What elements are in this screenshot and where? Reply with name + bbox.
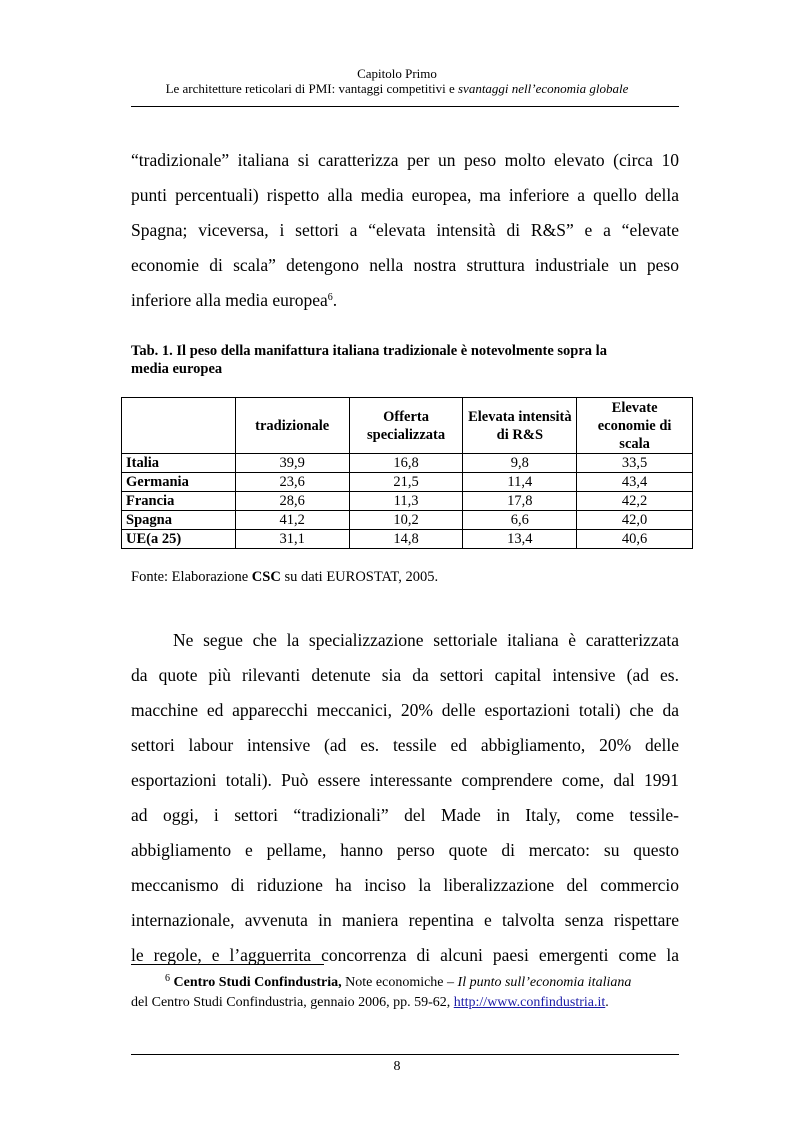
table-cell: 13,4 [463,530,577,549]
table-cell: 16,8 [349,454,463,473]
paragraph-2-line: ad oggi, i settori “tradizionali” del Made in Italy, come tessile- [131,805,679,825]
table-row [122,454,693,473]
header-rule [131,106,679,107]
table-header-offerta-specializzata: Offerta specializzata [349,398,463,454]
footnote-line-2 [131,993,679,1013]
table-row [122,530,693,549]
table-cell: 11,3 [349,492,463,511]
table-row [122,473,693,492]
paragraph-2-line: internazionale, avvenuta in maniera repentina e talvolta senza rispettare [131,910,679,930]
paragraph-2-line: settori labour intensive (ad es. tessile ed abbigliamento, 20% delle [131,735,679,755]
paragraph-1-line: Spagna; viceversa, i settori a “elevata intensità di R&S” e a “elevate [131,220,679,240]
page-number: 8 [393,1059,401,1074]
source-bold: CSC [251,569,281,585]
table-cell: 33,5 [577,454,693,473]
table-header-elevata-intensita: Elevata intensità di R&S [463,398,577,454]
table-header-corner [122,398,236,454]
paragraph-2-line: macchine ed apparecchi meccanici, 20% delle esportazioni totali) che da [131,700,679,720]
table-cell: 43,4 [577,473,693,492]
source-prefix: Fonte: Elaborazione [131,569,252,585]
table-cell: 40,6 [577,530,693,549]
footnote-text-2: del Centro Studi Confindustria, gennaio 2006, pp. 59-62, [131,995,454,1010]
table-cell-country: Francia [122,492,236,511]
table-caption [131,342,679,378]
paragraph-2-line: le regole, e l’agguerrita concorrenza di alcuni paesi emergenti come la [131,945,679,965]
table-row [122,511,693,530]
table-caption-line-2: media europea [131,361,223,377]
paragraph-2-line: abbigliamento e pellame, hanno perso quote di mercato: su questo [131,840,679,860]
table-cell-country: Italia [122,454,236,473]
paragraph-2-line: da quote più rilevanti detenute sia da settori capital intensive (ad es. [131,665,679,685]
table-cell: 42,0 [577,511,693,530]
table-cell: 10,2 [349,511,463,530]
table-header-row [122,398,693,454]
paragraph-1-last-text: inferiore alla media europea [131,290,328,310]
table-cell: 6,6 [463,511,577,530]
table-cell: 11,4 [463,473,577,492]
footnote-end: . [605,995,609,1010]
table-header-tradizionale: tradizionale [235,398,349,454]
table-cell: 23,6 [235,473,349,492]
table-cell: 14,8 [349,530,463,549]
footnote-number: 6 [165,973,170,984]
paragraph-2-line: esportazioni totali). Può essere interessante comprendere come, dal 1991 [131,770,679,790]
running-header-subtitle [0,81,794,97]
table-cell-country: Germania [122,473,236,492]
paragraph-1-line: punti percentuali) rispetto alla media europea, ma inferiore a quello della [131,185,679,205]
footnote-reference[interactable]: 6 [327,292,333,303]
table-cell: 28,6 [235,492,349,511]
table-cell: 42,2 [577,492,693,511]
paragraph-2-line: Ne segue che la specializzazione settoriale italiana è caratterizzata [173,630,679,650]
paragraph-1-last-line [131,283,679,318]
running-header-subtitle-italic: svantaggi nell’economia globale [457,81,629,96]
footnote-link[interactable]: http://www.confindustria.it [453,995,606,1010]
footer-rule [131,1054,679,1055]
footnote-title: Il punto sull’economia italiana [457,975,632,990]
table-source [131,569,438,586]
footnote-text-1: Note economiche – [341,975,458,990]
table-cell: 9,8 [463,454,577,473]
paragraph-1-line: “tradizionale” italiana si caratterizza per un peso molto elevato (circa 10 [131,150,679,170]
table-cell-country: Spagna [122,511,236,530]
table-header-elevate-economie: Elevate economie di scala [577,398,693,454]
table-cell: 41,2 [235,511,349,530]
paragraph-2-line: meccanismo di riduzione ha inciso la liberalizzazione del commercio [131,875,679,895]
running-header-chapter: Capitolo Primo [357,66,437,81]
table-caption-line-1: Tab. 1. Il peso della manifattura italiana tradizionale è notevolmente sopra la [131,343,607,359]
data-table [121,397,693,549]
paragraph-1 [131,143,679,318]
running-header-subtitle-regular: Le architetture reticolari di PMI: vantaggi competitivi e [165,81,458,96]
footnote-separator [131,964,324,965]
footnote-line-1 [131,973,679,993]
footnote [131,973,679,1013]
source-suffix: su dati EUROSTAT, 2005. [280,569,439,585]
paragraph-1-period: . [332,290,338,310]
table-cell: 31,1 [235,530,349,549]
footnote-author: Centro Studi Confindustria, [173,975,342,990]
table-cell-country: UE(a 25) [122,530,236,549]
table-cell: 17,8 [463,492,577,511]
paragraph-1-line: economie di scala” detengono nella nostra struttura industriale un peso [131,255,679,275]
table-cell: 21,5 [349,473,463,492]
table-cell: 39,9 [235,454,349,473]
table-row [122,492,693,511]
paragraph-2 [131,623,679,973]
